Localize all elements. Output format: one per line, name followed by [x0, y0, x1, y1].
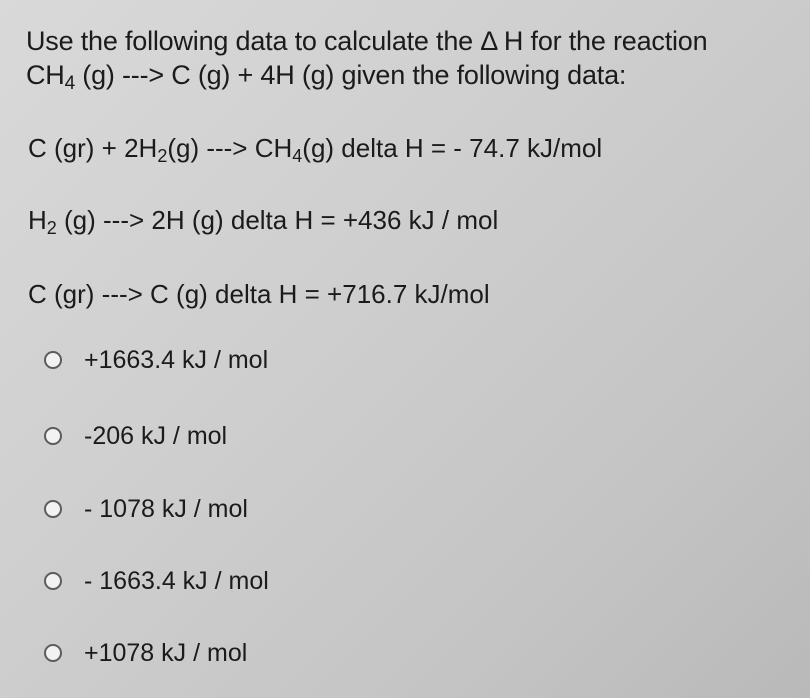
question-text — [26, 24, 707, 92]
radio-button-icon[interactable] — [44, 351, 62, 369]
question-line-2 — [26, 58, 707, 92]
eq1-part-c: (g) delta H = - 74.7 kJ/mol — [302, 133, 603, 163]
answer-option-label: - 1663.4 kJ / mol — [84, 567, 269, 595]
given-equation-2 — [28, 204, 498, 236]
answer-option-2[interactable] — [44, 421, 227, 451]
question-line-2-part-a: CH — [26, 60, 65, 90]
answer-option-label: +1663.4 kJ / mol — [84, 346, 269, 374]
answer-option-label: -206 kJ / mol — [84, 422, 228, 450]
radio-button-icon[interactable] — [44, 500, 62, 518]
radio-button-icon[interactable] — [44, 644, 62, 662]
eq3-text: C (gr) ---> C (g) delta H = +716.7 kJ/mol — [28, 279, 490, 309]
answer-option-label: +1078 kJ / mol — [84, 639, 248, 667]
radio-button-icon[interactable] — [44, 572, 62, 590]
given-equation-1 — [28, 132, 602, 164]
eq1-part-a: C (gr) + 2H — [28, 133, 158, 163]
answer-option-3[interactable] — [44, 494, 248, 524]
eq2-part-a: H — [28, 205, 47, 235]
eq2-part-b: (g) ---> 2H (g) delta H = +436 kJ / mol — [56, 205, 499, 235]
question-line-2-part-b: (g) ---> C (g) + 4H (g) given the following data: — [74, 60, 627, 90]
answer-option-1[interactable] — [44, 345, 268, 375]
eq1-subscript-2: 4 — [292, 146, 303, 166]
answer-option-4[interactable] — [44, 566, 269, 596]
given-equation-3 — [28, 278, 490, 310]
radio-button-icon[interactable] — [44, 427, 62, 445]
question-line-1: Use the following data to calculate the Δ H for the reaction — [26, 26, 708, 56]
answer-option-label: - 1078 kJ / mol — [84, 495, 248, 523]
eq1-part-b: (g) ---> CH — [167, 133, 293, 163]
eq2-subscript-1: 2 — [46, 218, 57, 238]
answer-option-5[interactable] — [44, 638, 247, 668]
eq1-subscript-1: 2 — [157, 146, 168, 166]
question-line-2-subscript: 4 — [64, 73, 75, 94]
